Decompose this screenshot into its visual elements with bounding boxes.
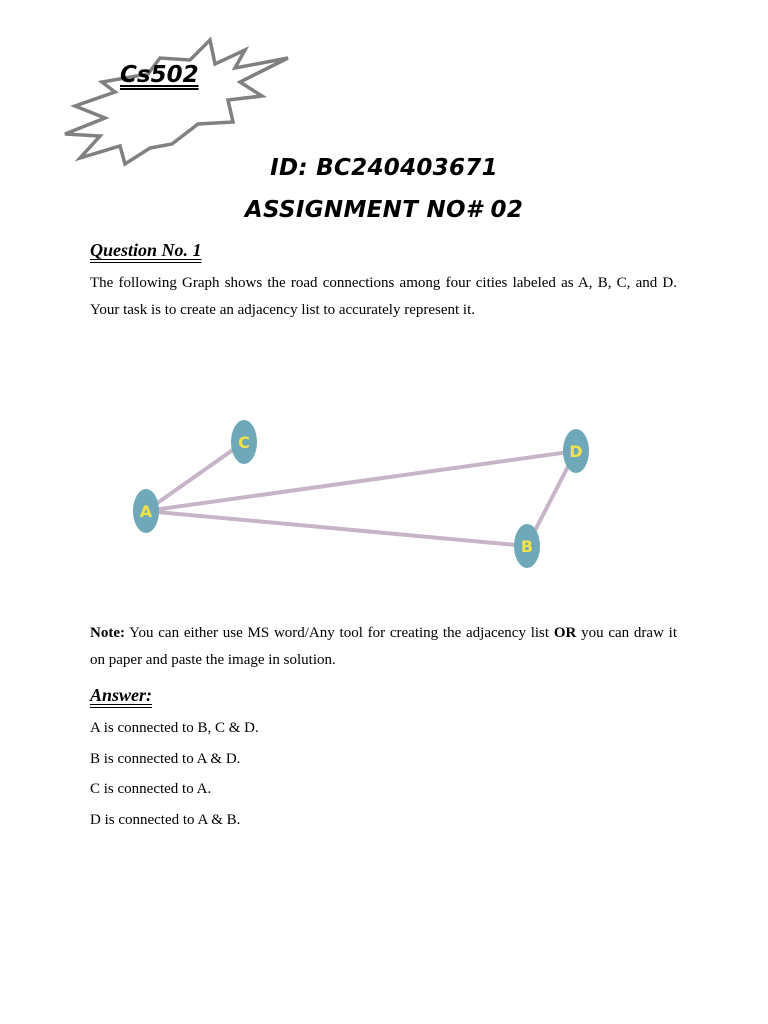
answer-line-c: C is connected to A. xyxy=(90,781,212,798)
node-label-b: B xyxy=(520,537,534,556)
answer-title: Answer: xyxy=(90,685,153,705)
note-text-before: You can either use MS word/Any tool for creating the adjacency list xyxy=(124,625,554,641)
note-paragraph xyxy=(90,620,677,674)
answer-line-a: A is connected to B, C & D. xyxy=(90,720,259,736)
assignment-title: ASSIGNMENT NO# 02 xyxy=(244,197,524,223)
city-graph xyxy=(120,405,600,575)
answer-line-d: D is connected to A & B. xyxy=(90,812,241,829)
node-label-d: D xyxy=(569,442,583,461)
answer-line-b: B is connected to A & D. xyxy=(90,750,241,767)
note-label: Note: xyxy=(90,625,125,641)
question-text: The following Graph shows the road connections among four cities labeled as A, B, C, and D. Your task is to create an adjacency list to accurately represent it. xyxy=(90,275,677,318)
graph-nodes xyxy=(133,420,589,568)
node-label-a: A xyxy=(139,502,153,521)
note-text-after: you can draw it on paper and paste the image in solution. xyxy=(90,625,677,668)
note-or: OR xyxy=(553,625,577,641)
starburst-shape xyxy=(60,36,295,172)
edge-a-b xyxy=(146,511,527,546)
node-a xyxy=(133,489,159,533)
node-label-c: C xyxy=(238,433,250,452)
answer-list xyxy=(90,716,259,839)
node-d xyxy=(563,429,589,473)
student-id: ID: BC240403671 xyxy=(270,155,498,181)
course-code: Cs502 xyxy=(120,62,199,88)
question-title: Question No. 1 xyxy=(90,240,202,260)
node-c xyxy=(231,420,257,464)
edge-a-d xyxy=(146,451,576,511)
node-b xyxy=(514,524,540,568)
